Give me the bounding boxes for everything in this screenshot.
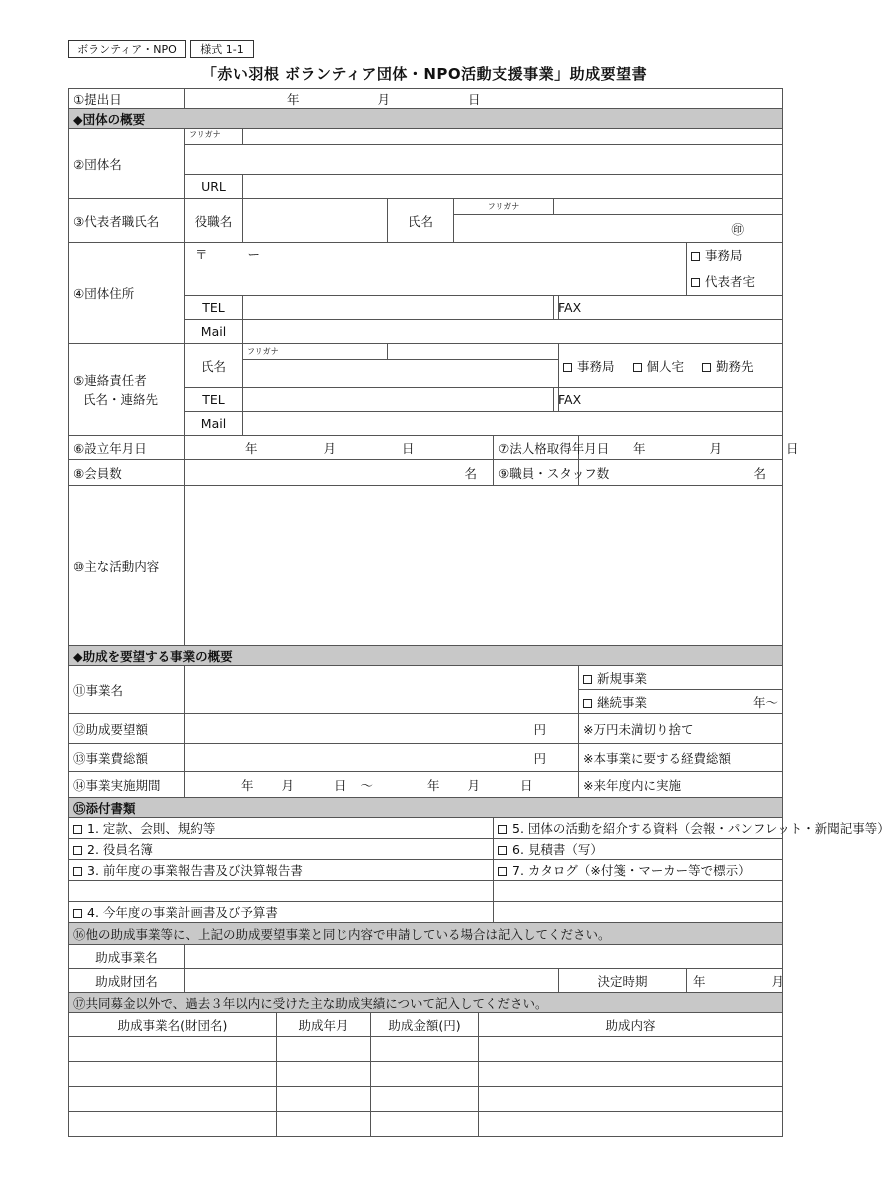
address-option-office[interactable] bbox=[691, 243, 778, 269]
contact-type-options bbox=[559, 344, 783, 388]
form-number: 様式 1-1 bbox=[190, 40, 254, 58]
option-label: 代表者宅 bbox=[705, 274, 756, 289]
checkbox-icon bbox=[73, 909, 82, 918]
contact-label-line1: ⑤連絡責任者 bbox=[73, 372, 147, 388]
option-label: 事務局 bbox=[577, 358, 615, 374]
col-header-program: 助成事業名(財団名) bbox=[69, 1013, 277, 1037]
grant-program-label: 助成事業名 bbox=[69, 945, 185, 969]
checkbox-icon bbox=[498, 846, 507, 855]
requested-amount-note: ※万円未満切り捨て bbox=[579, 714, 783, 744]
col-header-date: 助成年月 bbox=[277, 1013, 371, 1037]
section-other-grants: ⑯他の助成事業等に、上記の助成要望事業と同じ内容で申請している場合は記入してください。 bbox=[69, 923, 783, 945]
table-row bbox=[69, 1112, 783, 1137]
established-date-input[interactable] bbox=[185, 436, 494, 460]
furigana-label: フリガナ bbox=[185, 129, 243, 145]
checkbox-icon bbox=[702, 363, 711, 372]
contact-label-line2: 氏名・連絡先 bbox=[83, 391, 159, 407]
section-past-grants: ⑰共同募金以外で、過去３年以内に受けた主な助成実績について記入してください。 bbox=[69, 993, 783, 1013]
address-type-options bbox=[687, 243, 783, 296]
mail-label: Mail bbox=[185, 320, 243, 344]
contact-mail-input[interactable] bbox=[243, 412, 783, 436]
table-cell[interactable] bbox=[69, 1112, 277, 1137]
incorporated-label: ⑦法人格取得年月日 bbox=[494, 436, 579, 460]
contact-option-home[interactable] bbox=[633, 359, 685, 374]
date-month: 月 bbox=[709, 440, 723, 456]
attachment-label: 1. 定款、会則、規約等 bbox=[87, 821, 216, 836]
attachment-label: 2. 役員名簿 bbox=[87, 842, 153, 857]
furigana-label: フリガナ bbox=[243, 344, 388, 360]
table-cell[interactable] bbox=[479, 1112, 783, 1137]
activities-input[interactable] bbox=[185, 486, 783, 646]
address-label: ④団体住所 bbox=[69, 243, 185, 344]
address-input[interactable] bbox=[185, 243, 687, 296]
attachment-label: 6. 見積書（写） bbox=[512, 842, 603, 857]
checkbox-icon bbox=[691, 278, 700, 287]
checkbox-icon bbox=[73, 825, 82, 834]
table-row bbox=[69, 1087, 783, 1112]
attachment-item-4[interactable] bbox=[69, 902, 494, 923]
project-name-label: ⑪事業名 bbox=[69, 666, 185, 714]
postal-mark: 〒 bbox=[195, 247, 208, 262]
yen-unit: 円 bbox=[533, 750, 546, 766]
yen-unit: 円 bbox=[533, 721, 546, 737]
contact-option-office[interactable] bbox=[563, 359, 615, 374]
org-name-label: ②団体名 bbox=[69, 129, 185, 199]
submission-date-field[interactable] bbox=[185, 89, 783, 109]
total-cost-note: ※本事業に要する経費総額 bbox=[579, 744, 783, 772]
established-label: ⑥設立年月日 bbox=[69, 436, 185, 460]
staff-label: ⑨職員・スタッフ数 bbox=[494, 460, 579, 486]
date-year: 年 bbox=[287, 91, 300, 107]
period-input[interactable] bbox=[185, 772, 579, 798]
submission-label: ①提出日 bbox=[69, 89, 185, 109]
attachment-item-1[interactable] bbox=[69, 818, 494, 839]
contact-name-label: 氏名 bbox=[185, 344, 243, 388]
attachment-label: 3. 前年度の事業報告書及び決算報告書 bbox=[87, 863, 303, 878]
tel-input[interactable] bbox=[243, 296, 554, 320]
grant-program-input[interactable] bbox=[185, 945, 783, 969]
table-row bbox=[69, 1062, 783, 1087]
attachment-blank-right-2[interactable] bbox=[494, 902, 783, 923]
application-form bbox=[68, 88, 890, 1150]
total-cost-input[interactable] bbox=[185, 744, 579, 772]
table-row bbox=[69, 1037, 783, 1062]
form-title: 「赤い羽根 ボランティア団体・NPO活動支援事業」助成要望書 bbox=[201, 65, 648, 83]
table-cell[interactable] bbox=[479, 1062, 783, 1087]
date-month: 月 bbox=[377, 91, 391, 107]
fax-input[interactable] bbox=[559, 296, 783, 320]
col-header-amount: 助成金額(円) bbox=[371, 1013, 479, 1037]
attachment-item-2[interactable] bbox=[69, 839, 494, 860]
fax-label: FAX bbox=[554, 296, 559, 320]
checkbox-icon bbox=[691, 252, 700, 261]
staff-input[interactable] bbox=[579, 460, 783, 486]
date-year: 年 bbox=[427, 777, 440, 793]
attachment-item-7[interactable] bbox=[494, 860, 783, 881]
table-cell[interactable] bbox=[69, 1062, 277, 1087]
period-note: ※来年度内に実施 bbox=[579, 772, 783, 798]
rep-name-label: 氏名 bbox=[388, 199, 454, 243]
attachment-label: 7. カタログ（※付箋・マーカー等で標示） bbox=[512, 863, 751, 878]
postal-dash: ー bbox=[247, 247, 261, 262]
total-cost-label: ⑬事業費総額 bbox=[69, 744, 185, 772]
option-label: 個人宅 bbox=[646, 358, 685, 374]
foundation-input[interactable] bbox=[185, 969, 559, 993]
date-day: 日 bbox=[402, 440, 415, 456]
checkbox-icon bbox=[633, 363, 642, 372]
section-project-overview: ◆助成を要望する事業の概要 bbox=[69, 646, 783, 666]
position-label: 役職名 bbox=[185, 199, 243, 243]
contact-name-input[interactable] bbox=[243, 360, 559, 388]
continuing-year-suffix: 年〜 bbox=[752, 694, 778, 710]
contact-fax-label: FAX bbox=[554, 388, 559, 412]
decision-label: 決定時期 bbox=[559, 969, 687, 993]
checkbox-icon bbox=[583, 675, 592, 684]
checkbox-icon bbox=[583, 699, 592, 708]
position-input[interactable] bbox=[243, 199, 388, 243]
tel-label: TEL bbox=[185, 296, 243, 320]
option-label: 勤務先 bbox=[716, 358, 754, 374]
requested-amount-label: ⑫助成要望額 bbox=[69, 714, 185, 744]
contact-mail-label: Mail bbox=[185, 412, 243, 436]
table-cell[interactable] bbox=[371, 1037, 479, 1062]
checkbox-icon bbox=[498, 867, 507, 876]
period-label: ⑭事業実施期間 bbox=[69, 772, 185, 798]
table-cell[interactable] bbox=[371, 1087, 479, 1112]
table-cell[interactable] bbox=[277, 1037, 371, 1062]
attachment-label: 4. 今年度の事業計画書及び予算書 bbox=[87, 905, 278, 920]
date-year: 年 bbox=[633, 440, 646, 456]
url-label: URL bbox=[185, 175, 243, 199]
decision-input[interactable] bbox=[687, 969, 783, 993]
option-label: 継続事業 bbox=[597, 694, 648, 710]
checkbox-icon bbox=[73, 867, 82, 876]
unit-label: 名 bbox=[464, 465, 477, 481]
address-option-rep-home[interactable] bbox=[691, 269, 778, 295]
date-month: 月 bbox=[771, 973, 785, 989]
contact-option-work[interactable] bbox=[702, 359, 754, 374]
table-cell[interactable] bbox=[277, 1087, 371, 1112]
activities-label: ⑩主な活動内容 bbox=[69, 486, 185, 646]
checkbox-icon bbox=[73, 846, 82, 855]
date-month: 月 bbox=[323, 440, 337, 456]
furigana-label: フリガナ bbox=[454, 199, 554, 215]
table-cell[interactable] bbox=[371, 1112, 479, 1137]
col-header-content: 助成内容 bbox=[479, 1013, 783, 1037]
representative-label: ③代表者職氏名 bbox=[69, 199, 185, 243]
date-year: 年 bbox=[245, 440, 258, 456]
contact-tel-label: TEL bbox=[185, 388, 243, 412]
mail-input[interactable] bbox=[243, 320, 783, 344]
org-name-input[interactable] bbox=[185, 145, 783, 175]
url-input[interactable] bbox=[243, 175, 783, 199]
members-label: ⑧会員数 bbox=[69, 460, 185, 486]
table-cell[interactable] bbox=[69, 1087, 277, 1112]
foundation-label: 助成財団名 bbox=[69, 969, 185, 993]
date-day: 日 bbox=[334, 777, 347, 793]
checkbox-icon bbox=[498, 825, 507, 834]
category-tag: ボランティア・NPO bbox=[68, 40, 186, 58]
contact-furigana-input[interactable] bbox=[388, 344, 559, 360]
rep-name-input[interactable] bbox=[454, 215, 783, 243]
attachment-label: 5. 団体の活動を紹介する資料（会報・パンフレット・新聞記事等） bbox=[512, 821, 890, 836]
checkbox-icon bbox=[563, 363, 572, 372]
section-attachments: ⑮添付書類 bbox=[69, 798, 783, 818]
requested-amount-input[interactable] bbox=[185, 714, 579, 744]
date-day: 日 bbox=[786, 440, 799, 456]
date-day: 日 bbox=[520, 777, 533, 793]
seal-mark: ㊞ bbox=[731, 221, 744, 237]
contact-tel-input[interactable] bbox=[243, 388, 554, 412]
incorporated-date-input[interactable] bbox=[579, 436, 799, 460]
attachment-blank-right[interactable] bbox=[494, 881, 783, 902]
date-year: 年 bbox=[241, 777, 254, 793]
unit-label: 名 bbox=[753, 465, 766, 481]
members-input[interactable] bbox=[185, 460, 494, 486]
table-cell[interactable] bbox=[277, 1062, 371, 1087]
table-cell[interactable] bbox=[277, 1112, 371, 1137]
attachment-blank-left[interactable] bbox=[69, 881, 494, 902]
attachment-item-3[interactable] bbox=[69, 860, 494, 881]
table-cell[interactable] bbox=[69, 1037, 277, 1062]
attachment-item-6[interactable] bbox=[494, 839, 783, 860]
date-month: 月 bbox=[467, 777, 481, 793]
section-org-overview: ◆団体の概要 bbox=[69, 109, 783, 129]
project-name-input[interactable] bbox=[185, 666, 579, 714]
project-option-continuing[interactable] bbox=[579, 690, 783, 714]
table-cell[interactable] bbox=[479, 1037, 783, 1062]
period-tilde: 〜 bbox=[360, 777, 374, 793]
project-option-new[interactable] bbox=[579, 666, 783, 690]
table-cell[interactable] bbox=[479, 1087, 783, 1112]
date-month: 月 bbox=[281, 777, 295, 793]
attachment-item-5[interactable] bbox=[494, 818, 890, 839]
date-year: 年 bbox=[693, 973, 706, 989]
contact-label bbox=[69, 344, 185, 436]
rep-name-furigana-input[interactable] bbox=[554, 199, 783, 215]
table-cell[interactable] bbox=[371, 1062, 479, 1087]
option-label: 事務局 bbox=[705, 248, 743, 263]
date-day: 日 bbox=[468, 91, 481, 107]
option-label: 新規事業 bbox=[597, 670, 648, 686]
org-name-furigana-input[interactable] bbox=[243, 129, 783, 145]
contact-fax-input[interactable] bbox=[559, 388, 783, 412]
